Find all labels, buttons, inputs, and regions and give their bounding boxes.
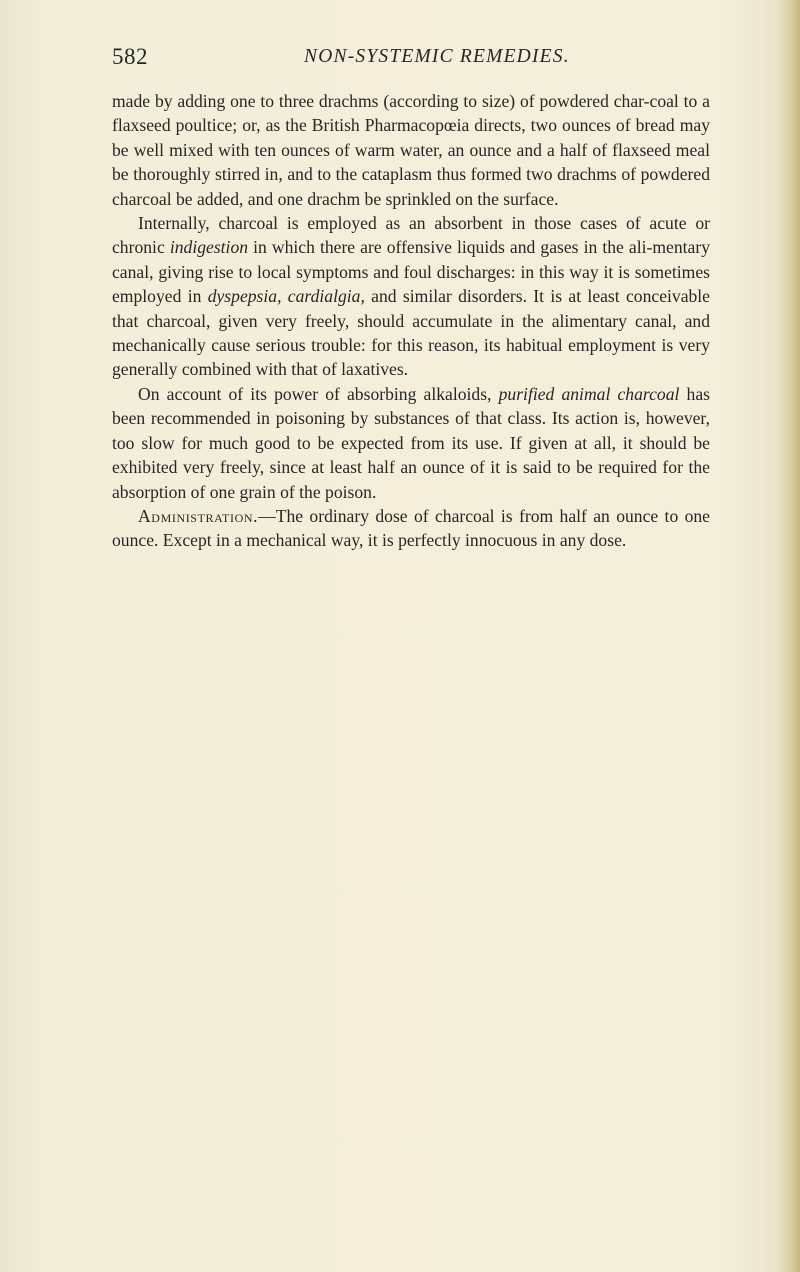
paragraph-poultice [112,89,710,211]
text-segment: and similar disorders. It is at least conceivable that charcoal, given very freely, should accumulate in the alimentary canal, and mechanically cause serious trouble: for this reason, its habitual employment is very generally combined with that of laxatives. [112,286,710,380]
paragraph-alkaloids [112,382,710,504]
page-header [112,44,712,74]
italic-term: indigestion [169,237,249,258]
page-number: 582 [112,44,148,69]
paragraph-administration [112,504,710,553]
text-segment: —The ordinary dose of charcoal is from half an ounce to one ounce. Except in a mechanical way, it is perfectly innocuous in any dose. [112,505,710,551]
text-segment: On account of its power of absorbing alkaloids, [138,383,499,404]
section-heading-administration: Administration. [138,505,259,526]
italic-term: dyspepsia, cardialgia, [207,286,365,307]
text-segment: made by adding one to three drachms (according to size) of powdered char-coal to a flaxseed poultice; or, as the British Pharmacopœia directs, two ounces of bread may be well mixed with ten ounces of warm water, an ounce and a half of flaxseed meal be thoroughly stirred in, and to the cataplasm thus formed two drachms of powdered charcoal be added, and one drachm be sprinkled on the surface. [112,91,710,209]
text-segment: in which there are offensive liquids and gases in the ali-mentary canal, giving rise to local symptoms and foul discharges: in this way it is sometimes employed in [112,237,711,307]
body-text [112,89,710,553]
paragraph-internal-use [112,211,710,382]
italic-term: purified animal charcoal [498,383,680,404]
running-head: NON-SYSTEMIC REMEDIES. [304,46,570,67]
text-segment: has been recommended in poisoning by substances of that class. Its action is, however, too slow for much good to be expected from its use. If given at all, it should be exhibited very freely, since at least half an ounce of it is said to be required for the absorption of one grain of the poison. [112,383,710,502]
text-segment: Internally, charcoal is employed as an absorbent in those cases of acute or chronic [112,213,710,258]
